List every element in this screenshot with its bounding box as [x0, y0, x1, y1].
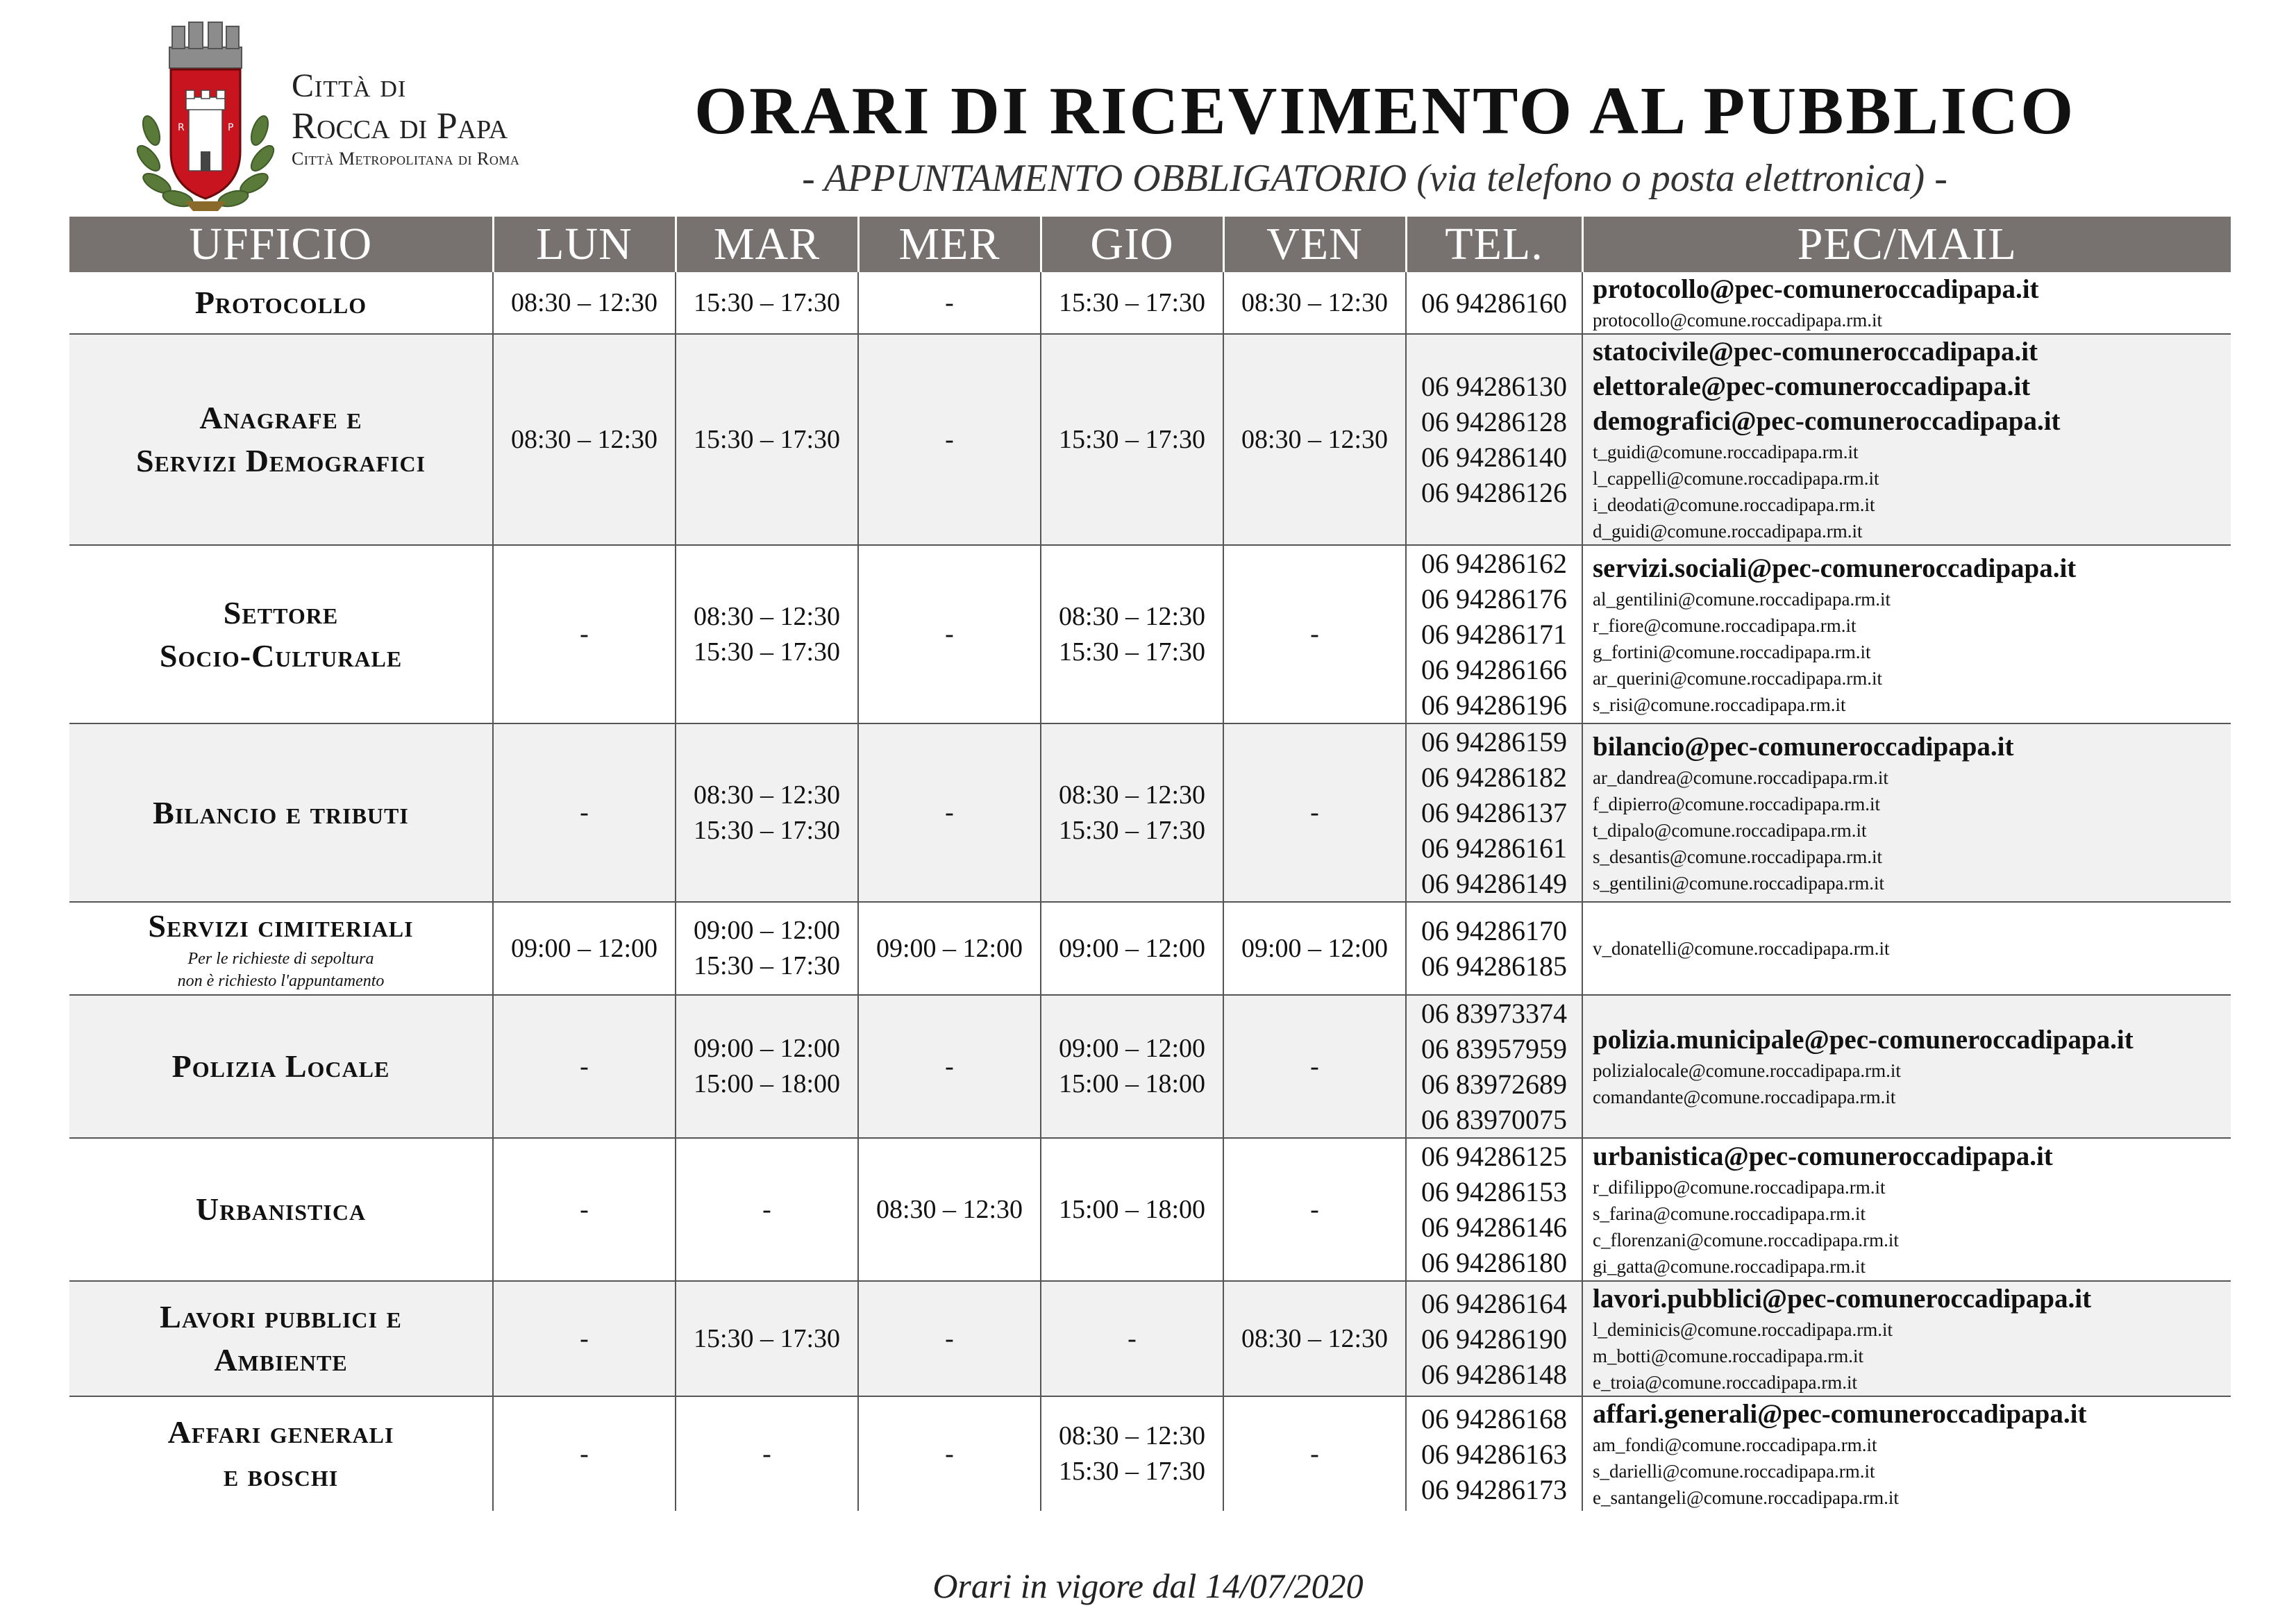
hours-cell-gio	[1041, 272, 1223, 334]
hours-slot: 15:30 – 17:30	[1058, 287, 1206, 317]
office-note: non è richiesto l'appuntamento	[177, 972, 385, 990]
office-name-line: Polizia Locale	[171, 1048, 390, 1084]
hours-cell-gio	[1041, 334, 1223, 545]
hours-cell-gio	[1041, 1396, 1223, 1511]
hours-slot: 15:30 – 17:30	[693, 815, 841, 845]
email-address: e_santangeli@comune.roccadipapa.rm.it	[1593, 1487, 1899, 1508]
hours-slot: 15:30 – 17:30	[693, 287, 841, 317]
hours-cell-mar	[676, 334, 858, 545]
phone-number: 06 94286176	[1421, 583, 1567, 614]
hours-slot: 15:30 – 17:30	[1058, 637, 1206, 667]
email-cell	[1582, 902, 2231, 995]
hours-cell-lun	[493, 545, 676, 723]
hours-cell-gio	[1041, 545, 1223, 723]
office-name-line: Servizi Demografici	[135, 443, 426, 478]
hours-cell-mer	[858, 995, 1041, 1138]
hours-slot: 09:00 – 12:00	[693, 1034, 841, 1063]
table-body	[69, 272, 2231, 1511]
pec-address: lavori.pubblici@pec-comuneroccadipapa.it	[1593, 1284, 2092, 1314]
hours-cell-lun	[493, 1396, 676, 1511]
email-address: polizialocale@comune.roccadipapa.rm.it	[1593, 1060, 1901, 1081]
pec-address: polizia.municipale@pec-comuneroccadipapa.it	[1593, 1025, 2134, 1055]
email-address: s_farina@comune.roccadipapa.rm.it	[1593, 1203, 1866, 1224]
pec-address: protocollo@pec-comuneroccadipapa.it	[1593, 274, 2039, 304]
email-address: s_darielli@comune.roccadipapa.rm.it	[1593, 1461, 1875, 1482]
hours-cell-ven	[1223, 995, 1406, 1138]
hours-cell-ven	[1223, 545, 1406, 723]
hours-slot: -	[580, 1051, 589, 1081]
hours-slot: -	[945, 1439, 954, 1468]
office-note: Per le richieste di sepoltura	[187, 950, 374, 968]
hours-cell-mer	[858, 1138, 1041, 1281]
hours-cell-mar	[676, 995, 858, 1138]
hours-slot: 15:30 – 17:30	[1058, 424, 1206, 454]
phone-number: 06 94286130	[1421, 371, 1567, 402]
hours-slot: -	[945, 1051, 954, 1081]
hours-slot: 09:00 – 12:00	[1058, 1034, 1206, 1063]
hours-cell-lun	[493, 902, 676, 995]
hours-slot: 15:00 – 18:00	[693, 1069, 841, 1098]
hours-cell-ven	[1223, 272, 1406, 334]
email-cell	[1582, 272, 2231, 334]
hours-slot: -	[580, 798, 589, 827]
phone-cell	[1406, 1281, 1582, 1396]
email-cell	[1582, 1138, 2231, 1281]
hours-slot: -	[945, 798, 954, 827]
office-name-cell	[69, 334, 493, 545]
hours-cell-mar	[676, 1396, 858, 1511]
email-address: s_gentilini@comune.roccadipapa.rm.it	[1593, 872, 1884, 894]
hours-cell-mer	[858, 272, 1041, 334]
office-name-line: Servizi cimiteriali	[148, 908, 414, 944]
email-address: d_guidi@comune.roccadipapa.rm.it	[1593, 521, 1863, 542]
office-name-line: Anagrafe e	[199, 400, 362, 435]
pec-address: statocivile@pec-comuneroccadipapa.it	[1593, 337, 2038, 367]
hours-cell-gio	[1041, 723, 1223, 902]
phone-cell	[1406, 995, 1582, 1138]
pec-address: urbanistica@pec-comuneroccadipapa.it	[1593, 1141, 2053, 1171]
hours-slot: 09:00 – 12:00	[693, 916, 841, 945]
hours-slot: -	[580, 1439, 589, 1468]
office-name-line: Urbanistica	[195, 1191, 367, 1227]
phone-number: 06 94286170	[1421, 915, 1567, 946]
page-subtitle: - APPUNTAMENTO OBBLIGATORIO (via telefono o posta elettronica) -	[802, 157, 1947, 200]
phone-number: 06 94286162	[1421, 548, 1567, 579]
email-cell	[1582, 1281, 2231, 1396]
email-address: s_risi@comune.roccadipapa.rm.it	[1593, 694, 1846, 715]
hours-slot: 09:00 – 12:00	[510, 933, 658, 963]
pec-address: bilancio@pec-comuneroccadipapa.it	[1593, 731, 2014, 762]
city-line-3: Città Metropolitana di Roma	[292, 149, 520, 169]
email-address: v_donatelli@comune.roccadipapa.rm.it	[1593, 938, 1890, 959]
phone-number: 06 94286126	[1421, 477, 1567, 508]
office-name-cell	[69, 1281, 493, 1396]
hours-cell-mer	[858, 334, 1041, 545]
footer-validity-note: Orari in vigore dal 14/07/2020	[932, 1566, 1364, 1605]
email-cell	[1582, 723, 2231, 902]
phone-number: 06 94286128	[1421, 406, 1567, 437]
hours-slot: -	[945, 424, 954, 454]
table-row	[69, 1138, 2231, 1281]
phone-number: 06 94286163	[1421, 1438, 1567, 1470]
hours-slot: -	[1310, 1051, 1319, 1081]
phone-number: 06 83957959	[1421, 1033, 1567, 1064]
phone-cell	[1406, 272, 1582, 334]
hours-slot: -	[1310, 798, 1319, 827]
column-header: MAR	[676, 217, 858, 272]
office-name-cell	[69, 723, 493, 902]
hours-slot: 15:30 – 17:30	[693, 424, 841, 454]
hours-slot: 15:00 – 18:00	[1058, 1194, 1206, 1224]
office-name-cell	[69, 995, 493, 1138]
hours-slot: 08:30 – 12:30	[693, 601, 841, 631]
table-row	[69, 1396, 2231, 1511]
column-header: MER	[858, 217, 1041, 272]
hours-slot: -	[580, 1194, 589, 1224]
hours-slot: 08:30 – 12:30	[693, 780, 841, 810]
table-row	[69, 995, 2231, 1138]
hours-slot: -	[762, 1194, 771, 1224]
hours-slot: 15:00 – 18:00	[1058, 1069, 1206, 1098]
hours-slot: 08:30 – 12:30	[1058, 601, 1206, 631]
hours-slot: -	[1128, 1323, 1137, 1353]
hours-cell-mar	[676, 272, 858, 334]
hours-cell-ven	[1223, 334, 1406, 545]
office-name-cell	[69, 1138, 493, 1281]
email-address: r_fiore@comune.roccadipapa.rm.it	[1593, 614, 1857, 636]
email-address: c_florenzani@comune.roccadipapa.rm.it	[1593, 1230, 1899, 1250]
email-cell	[1582, 334, 2231, 545]
hours-slot: -	[762, 1439, 771, 1468]
email-address: f_dipierro@comune.roccadipapa.rm.it	[1593, 793, 1880, 814]
hours-slot: 15:30 – 17:30	[1058, 815, 1206, 845]
email-address: g_fortini@comune.roccadipapa.rm.it	[1593, 641, 1871, 662]
email-address: ar_querini@comune.roccadipapa.rm.it	[1593, 667, 1882, 689]
hours-slot: 08:30 – 12:30	[1241, 1323, 1389, 1353]
hours-cell-mar	[676, 545, 858, 723]
phone-number: 06 94286159	[1421, 726, 1567, 757]
phone-number: 06 94286125	[1421, 1141, 1567, 1172]
phone-number: 06 94286146	[1421, 1212, 1567, 1243]
hours-slot: 15:30 – 17:30	[693, 637, 841, 667]
pec-address: elettorale@pec-comuneroccadipapa.it	[1593, 371, 2031, 401]
hours-cell-lun	[493, 723, 676, 902]
hours-slot: 08:30 – 12:30	[510, 287, 658, 317]
hours-cell-mer	[858, 902, 1041, 995]
office-hours-table	[69, 217, 2231, 1511]
hours-slot: 09:00 – 12:00	[1058, 933, 1206, 963]
phone-number: 06 94286164	[1421, 1287, 1567, 1319]
hours-slot: 15:30 – 17:30	[1058, 1457, 1206, 1486]
hours-cell-lun	[493, 995, 676, 1138]
office-name-cell	[69, 545, 493, 723]
office-name-cell	[69, 902, 493, 995]
hours-slot: 08:30 – 12:30	[875, 1194, 1023, 1224]
phone-number: 06 94286149	[1421, 868, 1567, 899]
hours-slot: 15:30 – 17:30	[693, 951, 841, 980]
email-cell	[1582, 545, 2231, 723]
hours-slot: -	[580, 619, 589, 648]
phone-number: 06 94286171	[1421, 619, 1567, 650]
email-address: l_deminicis@comune.roccadipapa.rm.it	[1593, 1319, 1893, 1340]
phone-number: 06 83973374	[1421, 998, 1567, 1029]
office-name-line: Lavori pubblici e	[160, 1299, 402, 1334]
email-address: r_difilippo@comune.roccadipapa.rm.it	[1593, 1177, 1886, 1198]
hours-cell-gio	[1041, 902, 1223, 995]
city-name-block	[292, 69, 519, 168]
hours-cell-ven	[1223, 1396, 1406, 1511]
office-name-line: Protocollo	[194, 285, 367, 320]
table-row	[69, 272, 2231, 334]
hours-cell-ven	[1223, 1138, 1406, 1281]
hours-slot: -	[1310, 1194, 1319, 1224]
table-row	[69, 902, 2231, 995]
phone-number: 06 94286173	[1421, 1473, 1567, 1505]
email-address: t_guidi@comune.roccadipapa.rm.it	[1593, 442, 1859, 462]
office-name-line: Settore	[223, 594, 339, 630]
phone-number: 06 94286185	[1421, 951, 1567, 982]
email-address: e_troia@comune.roccadipapa.rm.it	[1593, 1372, 1857, 1393]
hours-slot: -	[945, 287, 954, 317]
hours-cell-mar	[676, 902, 858, 995]
phone-cell	[1406, 723, 1582, 902]
column-header: TEL.	[1406, 217, 1582, 272]
hours-cell-lun	[493, 272, 676, 334]
email-address: comandante@comune.roccadipapa.rm.it	[1593, 1087, 1896, 1107]
table-row	[69, 334, 2231, 545]
hours-slot: -	[1310, 619, 1319, 648]
phone-number: 06 94286180	[1421, 1247, 1567, 1278]
hours-cell-mer	[858, 723, 1041, 902]
office-name-line: Bilancio e tributi	[153, 794, 409, 830]
email-cell	[1582, 995, 2231, 1138]
office-name-line: e boschi	[223, 1457, 339, 1493]
phone-cell	[1406, 334, 1582, 545]
email-address: ar_dandrea@comune.roccadipapa.rm.it	[1593, 767, 1888, 788]
phone-number: 06 94286196	[1421, 689, 1567, 721]
phone-number: 06 94286168	[1421, 1403, 1567, 1434]
table-header-row	[69, 217, 2231, 272]
hours-cell-ven	[1223, 1281, 1406, 1396]
hours-cell-lun	[493, 1138, 676, 1281]
hours-slot: 08:30 – 12:30	[1058, 1421, 1206, 1450]
hours-slot: 08:30 – 12:30	[1241, 287, 1389, 317]
pec-address: demografici@pec-comuneroccadipapa.it	[1593, 406, 2061, 436]
hours-cell-lun	[493, 1281, 676, 1396]
phone-number: 06 94286166	[1421, 654, 1567, 685]
email-address: al_gentilini@comune.roccadipapa.rm.it	[1593, 588, 1891, 610]
hours-cell-gio	[1041, 1281, 1223, 1396]
phone-number: 06 94286182	[1421, 762, 1567, 793]
hours-slot: 15:30 – 17:30	[693, 1323, 841, 1353]
phone-number: 06 83970075	[1421, 1104, 1567, 1135]
column-header: GIO	[1041, 217, 1223, 272]
hours-cell-lun	[493, 334, 676, 545]
email-address: t_dipalo@comune.roccadipapa.rm.it	[1593, 819, 1867, 841]
hours-slot: 08:30 – 12:30	[510, 424, 658, 454]
email-address: protocollo@comune.roccadipapa.rm.it	[1593, 310, 1882, 330]
email-address: m_botti@comune.roccadipapa.rm.it	[1593, 1346, 1863, 1366]
hours-cell-mer	[858, 1281, 1041, 1396]
hours-cell-mar	[676, 1281, 858, 1396]
office-name-line: Ambiente	[214, 1342, 348, 1378]
table-row	[69, 1281, 2231, 1396]
office-name-line: Affari generali	[167, 1414, 394, 1450]
phone-cell	[1406, 1138, 1582, 1281]
hours-slot: 08:30 – 12:30	[1058, 780, 1206, 810]
pec-address: servizi.sociali@pec-comuneroccadipapa.it	[1593, 553, 2077, 583]
hours-cell-mar	[676, 1138, 858, 1281]
hours-slot: -	[945, 619, 954, 648]
hours-slot: 09:00 – 12:00	[875, 933, 1023, 963]
phone-cell	[1406, 545, 1582, 723]
phone-cell	[1406, 1396, 1582, 1511]
office-name-line: Socio-Culturale	[159, 637, 403, 673]
phone-cell	[1406, 902, 1582, 995]
phone-number: 06 94286161	[1421, 832, 1567, 864]
hours-slot: 08:30 – 12:30	[1241, 424, 1389, 454]
phone-number: 06 94286140	[1421, 442, 1567, 473]
phone-number: 06 94286137	[1421, 797, 1567, 828]
hours-cell-ven	[1223, 902, 1406, 995]
svg-text:P: P	[228, 122, 234, 133]
email-address: l_cappelli@comune.roccadipapa.rm.it	[1593, 468, 1879, 489]
city-line-2: Rocca di Papa	[292, 105, 508, 147]
svg-text:R: R	[178, 122, 185, 133]
phone-number: 06 94286190	[1421, 1323, 1567, 1355]
city-line-1: Città di	[292, 67, 407, 104]
office-name-cell	[69, 272, 493, 334]
city-crest-logo	[136, 19, 275, 214]
hours-cell-mer	[858, 1396, 1041, 1511]
hours-slot: -	[945, 1323, 954, 1353]
phone-number: 06 94286148	[1421, 1358, 1567, 1390]
phone-number: 06 94286160	[1421, 287, 1567, 319]
page-title: ORARI DI RICEVIMENTO AL PUBBLICO	[694, 74, 2076, 149]
phone-number: 06 83972689	[1421, 1069, 1567, 1100]
table-row	[69, 545, 2231, 723]
hours-cell-mer	[858, 545, 1041, 723]
email-address: s_desantis@comune.roccadipapa.rm.it	[1593, 846, 1882, 867]
hours-slot: -	[1310, 1439, 1319, 1468]
column-header: PEC/MAIL	[1582, 217, 2231, 272]
email-address: gi_gatta@comune.roccadipapa.rm.it	[1593, 1256, 1866, 1277]
email-address: am_fondi@comune.roccadipapa.rm.it	[1593, 1434, 1877, 1455]
hours-cell-gio	[1041, 995, 1223, 1138]
pec-address: affari.generali@pec-comuneroccadipapa.it	[1593, 1399, 2087, 1429]
office-name-cell	[69, 1396, 493, 1511]
hours-cell-gio	[1041, 1138, 1223, 1281]
hours-slot: 09:00 – 12:00	[1241, 933, 1389, 963]
phone-number: 06 94286153	[1421, 1176, 1567, 1207]
column-header: VEN	[1223, 217, 1406, 272]
column-header: LUN	[493, 217, 676, 272]
table-row	[69, 723, 2231, 902]
hours-slot: -	[580, 1323, 589, 1353]
email-cell	[1582, 1396, 2231, 1511]
column-header: UFFICIO	[69, 217, 493, 272]
hours-cell-mar	[676, 723, 858, 902]
hours-cell-ven	[1223, 723, 1406, 902]
email-address: i_deodati@comune.roccadipapa.rm.it	[1593, 494, 1875, 515]
